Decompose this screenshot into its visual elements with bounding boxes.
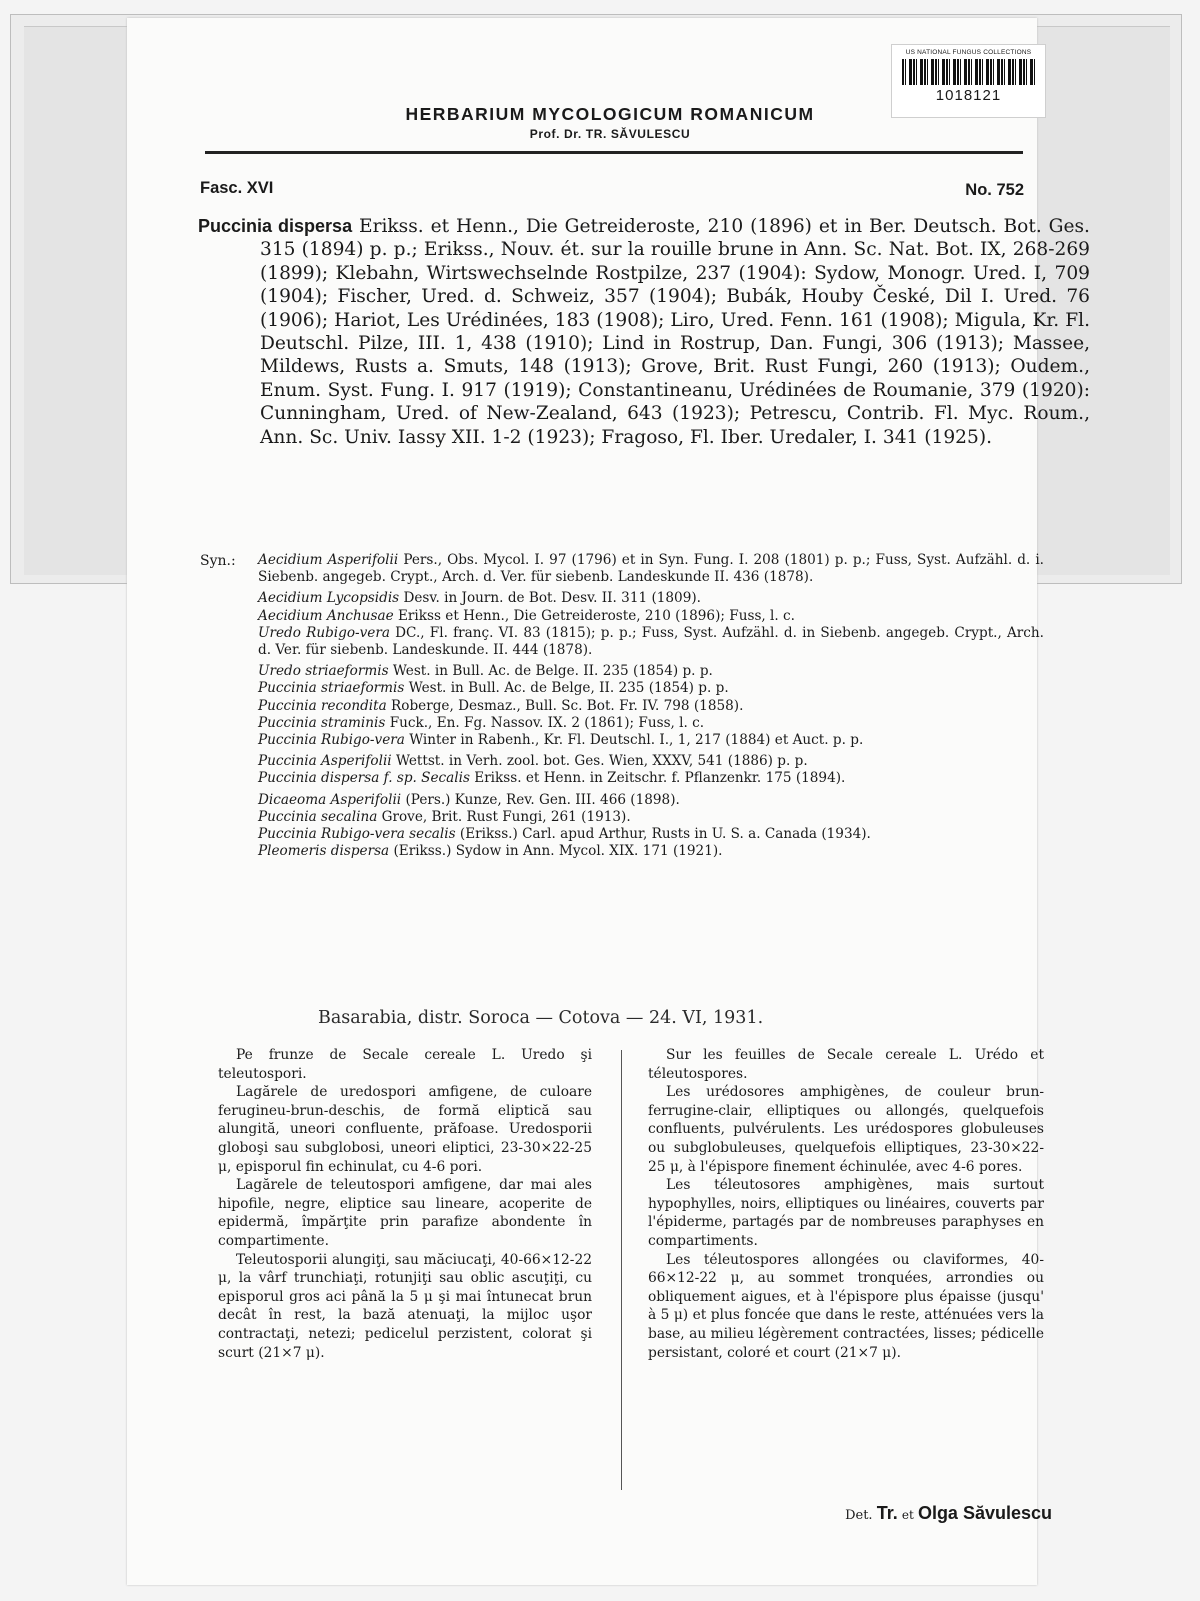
description-french bbox=[648, 1046, 1044, 1362]
barcode-number: 1018121 bbox=[935, 87, 1002, 104]
barcode-bars bbox=[902, 59, 1035, 85]
synonym-item: Aecidium Anchusae Erikss et Henn., Die Getreideroste, 210 (1896); Fuss, l. c. bbox=[258, 607, 795, 624]
description-paragraph: Les téleutosores amphigènes, mais surtout hypophylles, noirs, elliptiques ou linéaires, couverts par l'épiderme, partagés par de nombreuses paraphyses en compartiments. bbox=[648, 1177, 1044, 1249]
specimen-number: No. 752 bbox=[965, 181, 1024, 199]
column-divider bbox=[621, 1050, 622, 1490]
synonyms-label: Syn.: bbox=[200, 553, 236, 569]
fascicle-label: Fasc. XVI bbox=[200, 179, 274, 197]
synonym-item: Pleomeris dispersa (Erikss.) Sydow in Ann. Mycol. XIX. 171 (1921). bbox=[258, 843, 723, 860]
description-paragraph: Lagărele de uredospori amfigene, de culoare ferugineu-brun-deschis, de formă eliptică sau alungită, uneori confluente, prăfoase. Uredosporii globoşi sau subglobosi, uneori eliptici, 23-30×22-25 μ, episporul fin echinulat, cu 4-6 pori. bbox=[218, 1084, 592, 1175]
description-paragraph: Pe frunze de Secale cereale L. Uredo şi teleutospori. bbox=[218, 1047, 592, 1082]
synonym-item: Puccinia striaeformis West. in Bull. Ac. de Belge, II. 235 (1854) p. p. bbox=[258, 680, 729, 697]
barcode-institution: US NATIONAL FUNGUS COLLECTIONS bbox=[905, 49, 1032, 56]
description-paragraph: Lagărele de teleutospori amfigene, dar mai ales hipofile, negre, eliptice sau lineare, acoperite de epidermă, împărţite prin parafize abondente în compartimente. bbox=[218, 1177, 592, 1249]
collection-locality: Basarabia, distr. Soroca — Cotova — 24. VI, 1931. bbox=[318, 1008, 764, 1028]
determiner-prefix: Det. bbox=[845, 1508, 873, 1523]
determiner-conj: et bbox=[901, 1508, 914, 1522]
description-paragraph: Les téleutospores allongées ou claviformes, 40-66×12-22 μ, au sommet tronquées, arrondies ou obliquement aigues, et à l'épispore plus épaisse (jusqu' à 5 μ) et plus foncée que dans le reste, atténuées vers la base, au milieu légèrement contractées, lisses; pédicelle persistant, coloré et court (21×7 μ). bbox=[648, 1251, 1044, 1361]
determiner-second: Olga Săvulescu bbox=[917, 1503, 1052, 1523]
barcode-label bbox=[891, 44, 1046, 118]
synonym-item: Aecidium Asperifolii Pers., Obs. Mycol. I. 97 (1796) et in Syn. Fung. I. 208 (1801) p. p.; Fuss, Syst. Aufzähl. d. i. Siebenb. angegeb. Crypt., Arch. d. Ver. für siebenb. Landeskunde II. 436 (1878). bbox=[258, 552, 1044, 586]
synonym-item: Puccinia Rubigo-vera secalis (Erikss.) Carl. apud Arthur, Rusts in U. S. a. Canada (1934). bbox=[258, 826, 871, 843]
species-citation: Erikss. et Henn., Die Getreideroste, 210 (1896) et in Ber. Deutsch. Bot. Ges. 315 (1894) p. p.; Erikss., Nouv. ét. sur la rouille brune in Ann. Sc. Nat. Bot. IX, 268-269 (1899); Klebahn, Wirtswechselnde Rostpilze, 237 (1904): Sydow, Monogr. Ured. I, 709 (1904); Fischer, Ured. d. Schweiz, 357 (1904); Bubák, Houby České, Dil I. Ured. 76 (1906); Hariot, Les Urédinées, 183 (1908); Liro, Ured. Fenn. 161 (1908); Migula, Kr. Fl. Deutschl. Pilze, III. 1, 438 (1910); Lind in Rostrup, Dan. Fungi, 306 (1913); Massee, Mildews, Rusts a. Smuts, 148 (1913); Grove, Brit. Rust Fungi, 260 (1913); Oudem., Enum. Syst. Fung. I. 917 (1919); Constantineanu, Urédinées de Roumanie, 379 (1920): Cunningham, Ured. of New-Zealand, 643 (1923); Petrescu, Contrib. Fl. Myc. Roum., Ann. Sc. Univ. Iassy XII. 1-2 (1923); Fragoso, Fl. Iber. Uredaler, I. 341 (1925). bbox=[260, 216, 1090, 448]
synonym-item: Puccinia Asperifolii Wettst. in Verh. zool. bot. Ges. Wien, XXXV, 541 (1886) p. p. bbox=[258, 753, 808, 770]
description-paragraph: Les urédosores amphigènes, de couleur brun-ferrugine-clair, elliptiques ou allongés, quelquefois confluents, pulvérulents. Les urédospores globuleuses ou subglobuleuses, quelquefois elliptiques, 23-30×22-25 μ, à l'épispore finement échinulée, avec 4-6 pores. bbox=[648, 1084, 1044, 1175]
synonym-item: Puccinia secalina Grove, Brit. Rust Fungi, 261 (1913). bbox=[258, 808, 631, 825]
description-romanian bbox=[218, 1046, 592, 1362]
species-name: Puccinia dispersa bbox=[198, 216, 353, 236]
description-paragraph: Teleutosporii alungiţi, sau măciucaţi, 40-66×12-22 μ, la vârf trunchiaţi, rotunjiţi sau oblic ascuţiţi, cu episporul gros aci până la 5 μ şi mai întunecat brun decât în rest, la bază atenuaţi, la mijloc uşor contractaţi, netezi; pedicelul perzistent, colorat şi scurt (21×7 μ). bbox=[218, 1251, 592, 1361]
herbarium-subtitle: Prof. Dr. TR. SĂVULESCU bbox=[529, 127, 691, 141]
synonym-item: Puccinia recondita Roberge, Desmaz., Bull. Sc. Bot. Fr. IV. 798 (1858). bbox=[258, 697, 744, 714]
synonyms-list bbox=[258, 552, 1044, 860]
synonym-item: Uredo Rubigo-vera DC., Fl. franç. VI. 83 (1815); p. p.; Fuss, Syst. Aufzähl. d. in Siebenb. angegeb. Crypt., Arch. d. Ver. für siebenb. Landeskunde. II. 444 (1878). bbox=[258, 624, 1044, 659]
synonym-item: Uredo striaeformis West. in Bull. Ac. de Belge. II. 235 (1854) p. p. bbox=[258, 663, 713, 680]
determiner-first: Tr. bbox=[876, 1503, 898, 1523]
header-rule bbox=[205, 151, 1023, 154]
determiner-line bbox=[845, 1503, 1052, 1524]
species-entry bbox=[198, 215, 1090, 449]
synonym-item: Puccinia dispersa f. sp. Secalis Erikss. et Henn. in Zeitschr. f. Pflanzenkr. 175 (1894). bbox=[258, 770, 846, 787]
description-paragraph: Sur les feuilles de Secale cereale L. Urédo et téleutospores. bbox=[648, 1047, 1044, 1082]
synonym-item: Puccinia Rubigo-vera Winter in Rabenh., Kr. Fl. Deutschl. I., 1, 217 (1884) et Auct. p. p. bbox=[258, 732, 864, 749]
synonym-item: Dicaeoma Asperifolii (Pers.) Kunze, Rev. Gen. III. 466 (1898). bbox=[258, 791, 680, 808]
herbarium-title: HERBARIUM MYCOLOGICUM ROMANICUM bbox=[405, 104, 815, 124]
synonym-item: Aecidium Lycopsidis Desv. in Journ. de Bot. Desv. II. 311 (1809). bbox=[258, 590, 701, 607]
synonym-item: Puccinia straminis Fuck., En. Fg. Nassov. IX. 2 (1861); Fuss, l. c. bbox=[258, 714, 705, 731]
